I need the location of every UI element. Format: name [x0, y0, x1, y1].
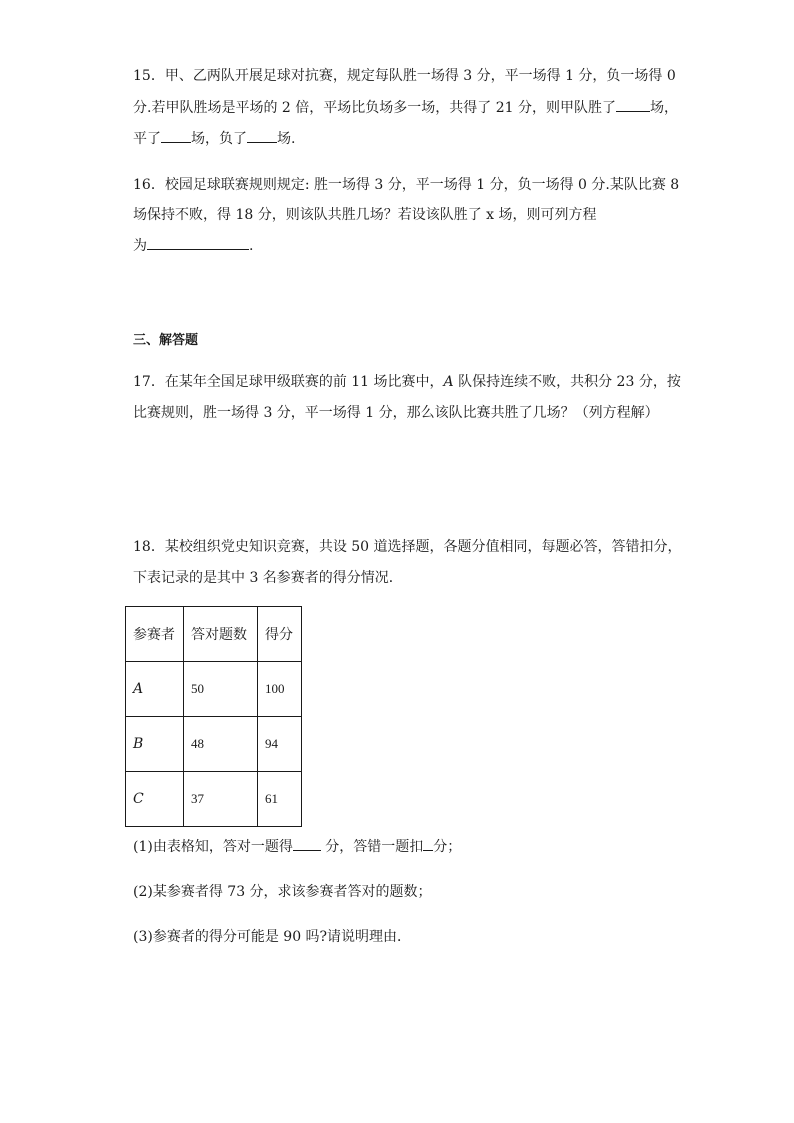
table-row [126, 662, 302, 717]
q15-draws-blank[interactable] [161, 128, 191, 143]
section-heading: 三、解答题 [133, 333, 199, 348]
q15-wins-blank[interactable] [616, 97, 650, 112]
q15-losses-label: 场，负了 [191, 131, 247, 147]
q17-team-name: A [443, 374, 454, 390]
table-row [126, 772, 302, 827]
header-participant: 参赛者 [126, 607, 184, 662]
header-correct-count: 答对题数 [184, 607, 258, 662]
participant-cell: C [126, 772, 184, 827]
q18-line-2: 下表记录的是其中 3 名参赛者的得分情况． [133, 570, 403, 586]
q18-points-wrong-blank[interactable] [423, 836, 433, 851]
header-score: 得分 [258, 607, 302, 662]
correct-count-cell: 37 [184, 772, 258, 827]
correct-count-cell: 48 [184, 717, 258, 772]
score-table [125, 606, 302, 827]
q15-losses-blank[interactable] [247, 128, 277, 143]
q18-sub-1-middle: 分，答错一题扣 [320, 839, 424, 855]
q17-line-2: 比赛规则，胜一场得 3 分，平一场得 1 分，那么该队比赛共胜了几场？（列方程解） [133, 405, 659, 421]
q18-sub-1 [133, 836, 461, 857]
participant-cell: A [126, 662, 184, 717]
q17-line-1-start: 17．在某年全国足球甲级联赛的前 11 场比赛中， [133, 374, 444, 390]
q15-line-2-end: 场， [649, 100, 678, 116]
table-row [126, 717, 302, 772]
score-cell: 100 [258, 662, 302, 717]
q18-sub-1-start: (1)由表格知，答对一题得 [133, 839, 293, 855]
participant-cell: B [126, 717, 184, 772]
q16-line-3-end: . [249, 238, 254, 254]
q17-line-1 [133, 372, 681, 392]
q15-draws-label: 平了 [133, 131, 161, 147]
score-cell: 94 [258, 717, 302, 772]
q18-line-1: 18．某校组织党史知识竞赛，共设 50 道选择题，各题分值相同，每题必答，答错扣分， [133, 539, 682, 555]
q16-line-2: 场保持不败，得 18 分，则该队共胜几场？若设该队胜了 x 场，则可列方程 [133, 207, 597, 223]
q18-points-correct-blank[interactable] [293, 836, 321, 851]
q17-line-1-end: 队保持连续不败，共积分 23 分，按 [453, 374, 681, 390]
table-header-row [126, 607, 302, 662]
q16-line-3 [133, 235, 253, 256]
q15-line-2-text: 分.若甲队胜场是平场的 2 倍，平场比负场多一场，共得了 21 分，则甲队胜了 [133, 100, 616, 116]
correct-count-cell: 50 [184, 662, 258, 717]
q18-sub-2: (2)某参赛者得 73 分，求该参赛者答对的题数； [133, 884, 432, 900]
q18-sub-3: (3)参赛者的得分可能是 90 吗?请说明理由． [133, 929, 412, 945]
q15-line-3 [133, 128, 295, 149]
q15-line-3-end: 场. [277, 131, 296, 147]
score-cell: 61 [258, 772, 302, 827]
q16-line-1: 16．校园足球联赛规则规定: 胜一场得 3 分，平一场得 1 分，负一场得 0 分.某队比赛 8 [133, 177, 680, 193]
q18-sub-1-end: 分； [433, 839, 462, 855]
q15-line-1: 15．甲、乙两队开展足球对抗赛，规定每队胜一场得 3 分，平一场得 1 分，负一场得 0 [133, 68, 676, 84]
q16-equation-blank[interactable] [147, 235, 249, 250]
q16-equation-label: 为 [133, 238, 147, 254]
q15-line-2 [133, 97, 678, 118]
